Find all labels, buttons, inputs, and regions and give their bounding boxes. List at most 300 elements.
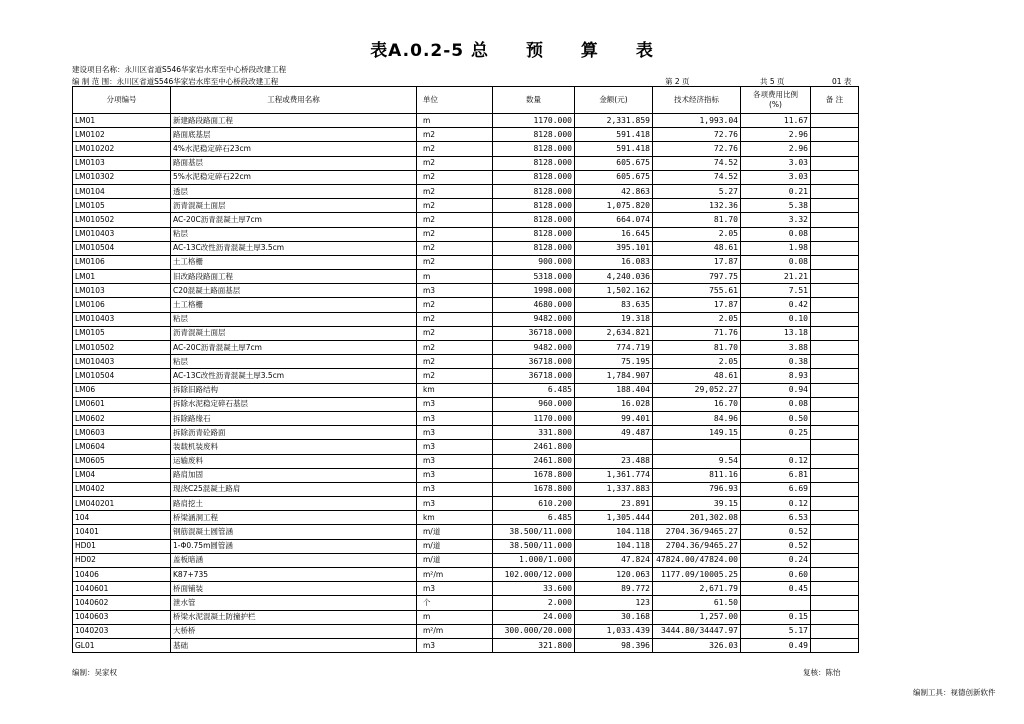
cell-code: LM010504 [73,369,171,383]
cell-index: 29,052.27 [653,383,741,397]
cell-unit: m2 [417,298,493,312]
cell-index: 81.70 [653,341,741,355]
cell-remark [811,482,859,496]
cell-code: 10401 [73,525,171,539]
cell-unit: m2 [417,199,493,213]
cell-code: LM010502 [73,341,171,355]
cell-ratio: 21.21 [741,270,811,284]
cell-quantity: 2.000 [493,596,575,610]
cell-remark [811,426,859,440]
table-row [73,355,859,369]
cell-amount: 89.772 [575,582,653,596]
cell-code: 1040601 [73,582,171,596]
cell-quantity: 8128.000 [493,142,575,156]
software-credit: 编制工具：视德创新软件 [913,688,996,697]
cell-index: 1177.09/10005.25 [653,568,741,582]
cell-amount: 664.074 [575,213,653,227]
cell-index: 74.52 [653,170,741,184]
cell-amount: 1,502.162 [575,284,653,298]
cell-amount: 23.488 [575,454,653,468]
cell-unit: m²/m [417,624,493,638]
cell-quantity: 38.500/11.000 [493,539,575,553]
cell-code: LM010502 [73,213,171,227]
cell-quantity: 36718.000 [493,355,575,369]
cell-code: LM0601 [73,397,171,411]
cell-ratio: 13.18 [741,326,811,340]
cell-remark [811,596,859,610]
cell-index: 326.03 [653,638,741,652]
cell-code: LM010403 [73,227,171,241]
cell-remark [811,170,859,184]
table-row [73,397,859,411]
cell-unit: m2 [417,241,493,255]
cell-quantity: 38.500/11.000 [493,525,575,539]
cell-index: 74.52 [653,156,741,170]
cell-index: 797.75 [653,270,741,284]
cell-name: AC-20C沥青混凝土厚7cm [171,341,417,355]
table-row [73,199,859,213]
cell-code: 1040203 [73,624,171,638]
cell-index: 5.27 [653,184,741,198]
cell-name: 泄水管 [171,596,417,610]
cell-index: 17.87 [653,298,741,312]
cell-remark [811,582,859,596]
cell-code: 104 [73,511,171,525]
cell-amount: 23.891 [575,497,653,511]
cell-name: 基础 [171,638,417,652]
cell-ratio: 0.15 [741,610,811,624]
cell-amount: 98.396 [575,638,653,652]
reviewer: 复核：陈怡 [803,668,841,677]
cell-name: 粘层 [171,312,417,326]
cell-remark [811,341,859,355]
cell-amount: 49.487 [575,426,653,440]
cell-remark [811,156,859,170]
cell-amount: 16.645 [575,227,653,241]
cell-unit: m/道 [417,539,493,553]
compile-scope: 编 制 范 围：永川区省道S546华家岩水库至中心桥段改建工程 [72,77,279,86]
cell-code: LM04 [73,468,171,482]
cell-unit: m2 [417,369,493,383]
table-row [73,270,859,284]
cell-unit: m2 [417,341,493,355]
cell-amount: 42.863 [575,184,653,198]
cell-ratio: 0.49 [741,638,811,652]
cell-code: LM0102 [73,128,171,142]
table-row [73,426,859,440]
table-row [73,454,859,468]
cell-amount: 1,337.883 [575,482,653,496]
cell-remark [811,114,859,128]
cell-ratio: 0.12 [741,454,811,468]
cell-quantity: 1170.000 [493,114,575,128]
table-title [0,36,1024,61]
cell-unit: m3 [417,284,493,298]
cell-quantity: 1678.800 [493,482,575,496]
cell-amount: 16.083 [575,255,653,269]
cell-code: LM0402 [73,482,171,496]
cell-index: 201,302.08 [653,511,741,525]
header-ratio-unit: (%) [769,100,782,109]
cell-index: 48.61 [653,369,741,383]
cell-name: 路面基层 [171,156,417,170]
cell-remark [811,468,859,482]
cell-index: 84.96 [653,411,741,425]
cell-unit: m2 [417,213,493,227]
cell-unit: m2 [417,312,493,326]
cell-name: 大桥桥 [171,624,417,638]
cell-code: 1040603 [73,610,171,624]
budget-table [72,86,859,653]
cell-index: 1,257.00 [653,610,741,624]
cell-quantity: 960.000 [493,397,575,411]
cell-quantity: 321.800 [493,638,575,652]
header-ratio-label: 各项费用比例 [753,90,798,99]
cell-quantity: 24.000 [493,610,575,624]
cell-amount: 16.028 [575,397,653,411]
cell-quantity: 36718.000 [493,326,575,340]
cell-remark [811,397,859,411]
cell-unit: m2 [417,355,493,369]
cell-name: 桥梁水泥混凝土防撞护栏 [171,610,417,624]
cell-unit: m2 [417,227,493,241]
cell-amount: 605.675 [575,170,653,184]
cell-ratio: 0.08 [741,227,811,241]
cell-unit: m [417,114,493,128]
table-row [73,128,859,142]
table-row [73,511,859,525]
cell-index: 1,993.04 [653,114,741,128]
cell-amount: 104.118 [575,539,653,553]
cell-remark [811,454,859,468]
cell-code: LM01 [73,114,171,128]
cell-name: 装载机装废料 [171,440,417,454]
cell-index: 3444.80/34447.97 [653,624,741,638]
cell-amount: 1,075.820 [575,199,653,213]
cell-name: 沥青混凝土面层 [171,326,417,340]
cell-code: LM040201 [73,497,171,511]
cell-index: 2.05 [653,227,741,241]
cell-name: C20混凝土路面基层 [171,284,417,298]
cell-remark [811,638,859,652]
cell-ratio: 8.93 [741,369,811,383]
cell-quantity: 36718.000 [493,369,575,383]
cell-amount [575,440,653,454]
cell-ratio: 5.17 [741,624,811,638]
title-char-3: 算 [580,41,599,61]
cell-quantity: 4680.000 [493,298,575,312]
cell-quantity: 6.485 [493,383,575,397]
cell-code: LM0105 [73,199,171,213]
cell-name: 桥面铺装 [171,582,417,596]
cell-name: 拆除路缘石 [171,411,417,425]
cell-quantity: 8128.000 [493,227,575,241]
cell-quantity: 300.000/20.000 [493,624,575,638]
cell-remark [811,326,859,340]
cell-ratio: 3.03 [741,156,811,170]
cell-remark [811,312,859,326]
cell-remark [811,553,859,567]
page-number: 第 2 页 [665,77,690,86]
cell-remark [811,227,859,241]
table-row [73,497,859,511]
cell-unit: m2 [417,156,493,170]
cell-index: 755.61 [653,284,741,298]
cell-quantity: 8128.000 [493,170,575,184]
cell-unit: m2 [417,142,493,156]
cell-amount: 591.418 [575,128,653,142]
cell-name: K87+735 [171,568,417,582]
title-char-1: 总 [471,41,490,61]
cell-amount: 1,784.907 [575,369,653,383]
cell-amount: 1,305.444 [575,511,653,525]
cell-name: 钢筋混凝土圆管涵 [171,525,417,539]
cell-unit: m/道 [417,525,493,539]
table-row [73,184,859,198]
cell-amount: 605.675 [575,156,653,170]
cell-ratio: 6.69 [741,482,811,496]
table-row [73,156,859,170]
cell-code: LM0104 [73,184,171,198]
cell-quantity: 5318.000 [493,270,575,284]
cell-ratio: 0.50 [741,411,811,425]
cell-index: 48.61 [653,241,741,255]
cell-remark [811,383,859,397]
cell-ratio: 0.52 [741,539,811,553]
cell-code: LM0106 [73,255,171,269]
cell-unit: m3 [417,482,493,496]
cell-ratio: 3.32 [741,213,811,227]
table-row [73,582,859,596]
cell-unit: m2 [417,184,493,198]
cell-amount: 1,361.774 [575,468,653,482]
cell-ratio: 0.12 [741,497,811,511]
header-ratio [741,87,811,114]
table-row [73,539,859,553]
header-amount: 金额(元) [575,87,653,114]
cell-quantity: 8128.000 [493,156,575,170]
cell-quantity: 900.000 [493,255,575,269]
cell-unit: m/道 [417,553,493,567]
cell-code: LM0605 [73,454,171,468]
cell-name: 桥梁涵洞工程 [171,511,417,525]
cell-code: 1040602 [73,596,171,610]
cell-amount: 19.318 [575,312,653,326]
cell-index: 9.54 [653,454,741,468]
cell-amount: 591.418 [575,142,653,156]
cell-remark [811,525,859,539]
cell-name: AC-20C沥青混凝土厚7cm [171,213,417,227]
cell-ratio: 11.67 [741,114,811,128]
cell-remark [811,355,859,369]
table-row [73,312,859,326]
cell-unit: m3 [417,397,493,411]
cell-code: LM0106 [73,298,171,312]
cell-remark [811,213,859,227]
cell-name: 路肩加固 [171,468,417,482]
cell-unit: m2 [417,170,493,184]
table-row [73,468,859,482]
cell-code: LM0105 [73,326,171,340]
cell-unit: m2 [417,255,493,269]
table-row [73,525,859,539]
cell-ratio: 6.81 [741,468,811,482]
cell-index: 811.16 [653,468,741,482]
cell-code: HD01 [73,539,171,553]
table-row [73,284,859,298]
table-row [73,114,859,128]
cell-name: 粘层 [171,227,417,241]
compiler: 编制：吴家权 [72,668,117,677]
cell-quantity: 1678.800 [493,468,575,482]
cell-remark [811,624,859,638]
cell-unit: km [417,383,493,397]
cell-code: LM0603 [73,426,171,440]
cell-name: 现浇C25混凝土路肩 [171,482,417,496]
cell-index: 47824.00/47824.00 [653,553,741,567]
cell-remark [811,184,859,198]
cell-quantity: 2461.800 [493,440,575,454]
cell-name: 透层 [171,184,417,198]
cell-remark [811,497,859,511]
table-row [73,610,859,624]
cell-code: LM01 [73,270,171,284]
cell-code: LM0103 [73,156,171,170]
cell-quantity: 1170.000 [493,411,575,425]
cell-code: LM010302 [73,170,171,184]
table-row [73,568,859,582]
cell-amount: 4,240.036 [575,270,653,284]
cell-remark [811,142,859,156]
title-prefix: 表A.0.2-5 [370,41,465,61]
cell-remark [811,255,859,269]
cell-code: HD02 [73,553,171,567]
cell-quantity: 8128.000 [493,199,575,213]
cell-amount: 104.118 [575,525,653,539]
cell-unit: km [417,511,493,525]
cell-unit: 个 [417,596,493,610]
table-row [73,213,859,227]
header-quantity: 数量 [493,87,575,114]
cell-remark [811,298,859,312]
cell-index: 2,671.79 [653,582,741,596]
cell-index: 132.36 [653,199,741,213]
cell-amount: 188.404 [575,383,653,397]
cell-index: 2704.36/9465.27 [653,525,741,539]
cell-name: 粘层 [171,355,417,369]
header-index: 技术经济指标 [653,87,741,114]
cell-unit: m3 [417,468,493,482]
title-char-2: 预 [525,41,544,61]
cell-ratio: 0.25 [741,426,811,440]
cell-index: 149.15 [653,426,741,440]
cell-unit: m3 [417,497,493,511]
cell-code: LM0604 [73,440,171,454]
cell-amount: 30.168 [575,610,653,624]
cell-index: 796.93 [653,482,741,496]
header-remark: 备 注 [811,87,859,114]
cell-index: 72.76 [653,142,741,156]
cell-name: 拆除水泥稳定碎石基层 [171,397,417,411]
cell-ratio: 5.38 [741,199,811,213]
table-row [73,482,859,496]
table-row [73,440,859,454]
table-row [73,142,859,156]
cell-index: 16.70 [653,397,741,411]
cell-ratio: 0.42 [741,298,811,312]
table-row [73,553,859,567]
cell-name: 4%水泥稳定碎石23cm [171,142,417,156]
cell-unit: m²/m [417,568,493,582]
cell-name: 路肩挖土 [171,497,417,511]
cell-amount: 395.101 [575,241,653,255]
cell-ratio: 0.52 [741,525,811,539]
cell-quantity: 2461.800 [493,454,575,468]
cell-name: 新建路段路面工程 [171,114,417,128]
cell-quantity: 33.600 [493,582,575,596]
cell-name: 盖板暗涵 [171,553,417,567]
cell-unit: m3 [417,411,493,425]
table-row [73,227,859,241]
cell-quantity: 1.000/1.000 [493,553,575,567]
cell-quantity: 6.485 [493,511,575,525]
cell-quantity: 9482.000 [493,312,575,326]
cell-name: AC-13C改性沥青混凝土厚3.5cm [171,241,417,255]
cell-ratio: 0.10 [741,312,811,326]
cell-ratio: 6.53 [741,511,811,525]
cell-remark [811,369,859,383]
cell-remark [811,128,859,142]
cell-index: 81.70 [653,213,741,227]
cell-name: 旧改路段路面工程 [171,270,417,284]
cell-index: 2.05 [653,312,741,326]
cell-code: LM010504 [73,241,171,255]
cell-amount: 83.635 [575,298,653,312]
cell-amount: 2,331.859 [575,114,653,128]
cell-remark [811,539,859,553]
table-row [73,170,859,184]
cell-name: 拆除沥青砼路面 [171,426,417,440]
cell-amount: 2,634.821 [575,326,653,340]
cell-ratio: 0.08 [741,397,811,411]
cell-amount: 123 [575,596,653,610]
cell-index: 71.76 [653,326,741,340]
cell-ratio: 2.96 [741,142,811,156]
table-row [73,369,859,383]
cell-name: AC-13C改性沥青混凝土厚3.5cm [171,369,417,383]
cell-code: LM010403 [73,355,171,369]
table-row [73,326,859,340]
cell-unit: m3 [417,440,493,454]
cell-unit: m3 [417,638,493,652]
table-row [73,596,859,610]
cell-name: 土工格栅 [171,298,417,312]
table-row [73,298,859,312]
cell-amount: 1,033.439 [575,624,653,638]
table-row [73,624,859,638]
cell-index: 72.76 [653,128,741,142]
cell-name: 1-Φ0.75m圆管涵 [171,539,417,553]
cell-index: 2704.36/9465.27 [653,539,741,553]
cell-index: 39.15 [653,497,741,511]
header-unit: 单位 [417,87,493,114]
cell-unit: m3 [417,582,493,596]
cell-ratio: 0.24 [741,553,811,567]
cell-ratio: 3.03 [741,170,811,184]
cell-quantity: 8128.000 [493,184,575,198]
cell-index: 61.50 [653,596,741,610]
table-header-row [73,87,859,114]
